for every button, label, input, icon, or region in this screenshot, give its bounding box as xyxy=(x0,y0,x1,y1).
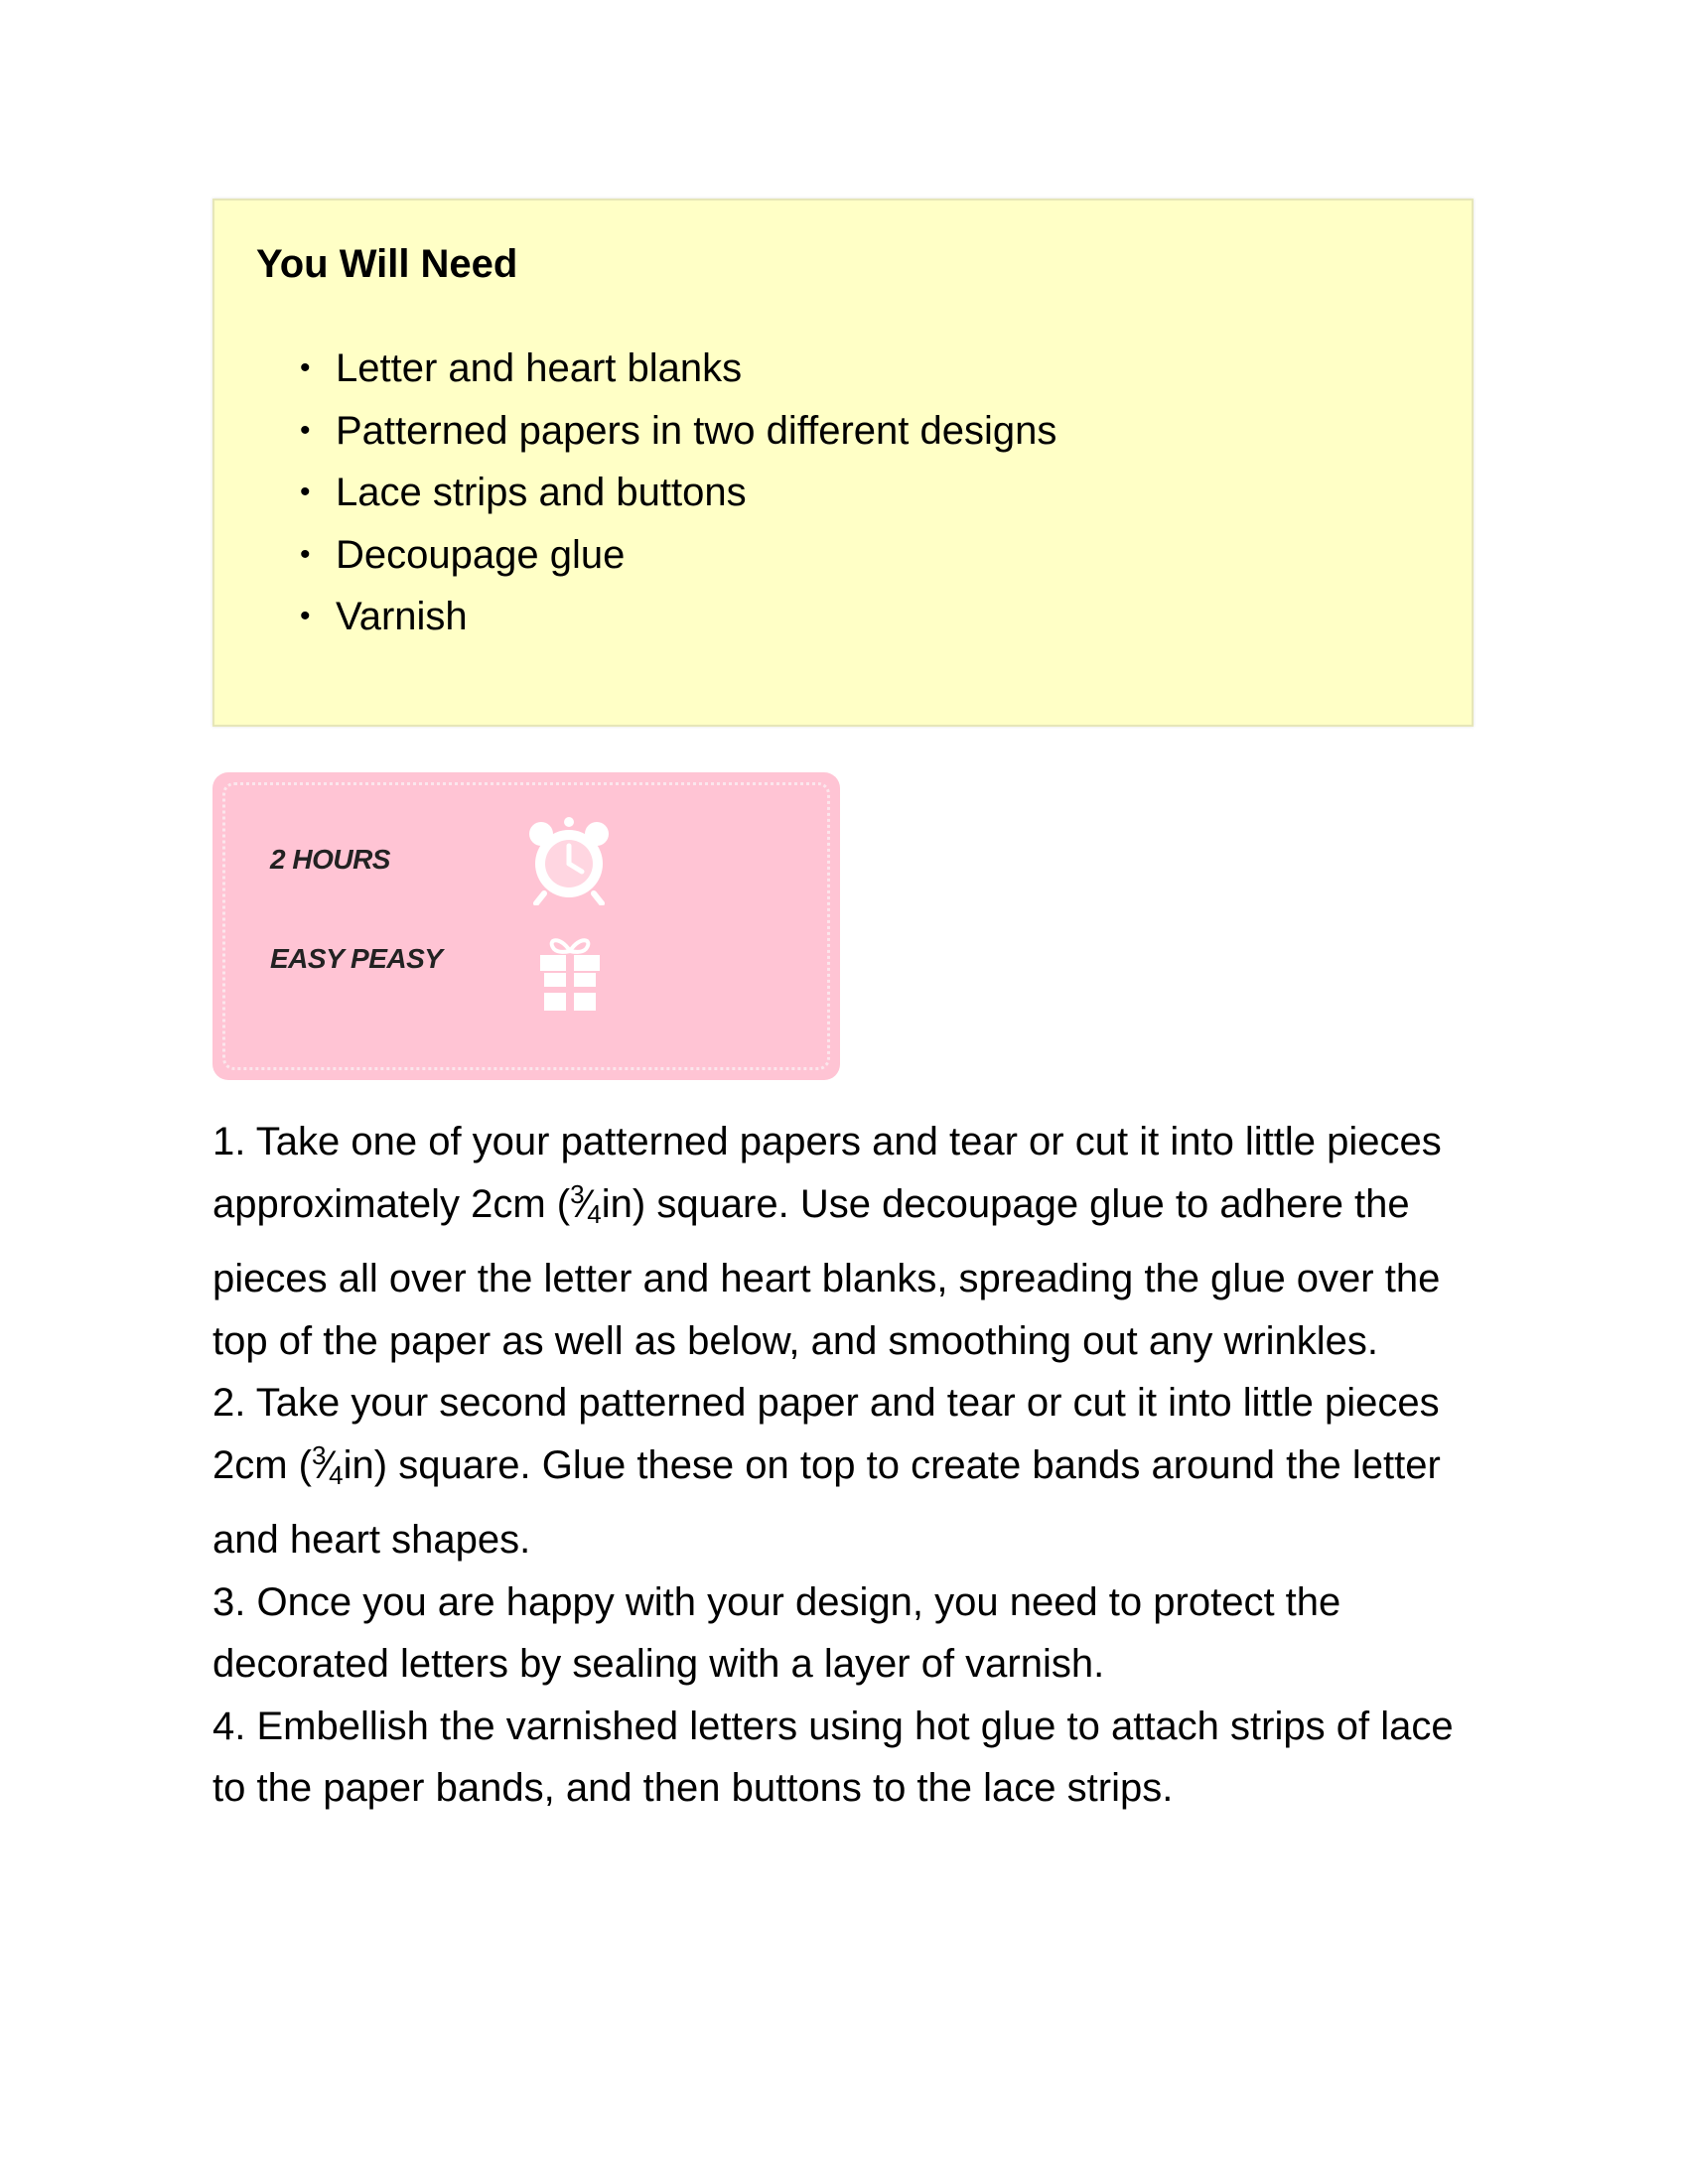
fraction-numerator: 3 xyxy=(312,1439,327,1470)
fraction-numerator: 3 xyxy=(570,1178,585,1209)
step-text: in) square. Glue these on top to create bands around the letter and heart shapes. xyxy=(212,1442,1441,1562)
time-difficulty-card xyxy=(212,772,840,1080)
step-text: 1. Take one of your patterned papers and tear or cut it into little pieces approximately 2cm ( xyxy=(212,1120,1442,1226)
step-4: 4. Embellish the varnished letters using hot glue to attach strips of lace to the paper bands, and then buttons to the lace strips. xyxy=(212,1704,1454,1810)
materials-box xyxy=(212,199,1474,727)
step-3: 3. Once you are happy with your design, you need to protect the decorated letters by sealing with a layer of varnish. xyxy=(212,1579,1341,1686)
materials-list-item: • Varnish xyxy=(296,586,1056,648)
instructions xyxy=(212,1111,1493,1820)
gift-icon xyxy=(534,933,606,1013)
materials-list xyxy=(296,338,1056,648)
step-text: 2. Take your second patterned paper and tear or cut it into little pieces 2cm ( xyxy=(212,1381,1440,1487)
materials-list-item: • Patterned papers in two different designs xyxy=(296,400,1056,463)
materials-heading: You Will Need xyxy=(256,242,518,286)
fraction-denominator: 4 xyxy=(329,1459,344,1490)
step-1: 1. Take one of your patterned papers and tear or cut it into little pieces approximately 2cm (3⁄4in) square. Use decoupage glue to adhere the pieces all over the letter and heart blanks, spreading the glue over the top of the paper as well as below, and smoothing out any wrinkles. xyxy=(212,1120,1442,1363)
materials-list-item: • Decoupage glue xyxy=(296,524,1056,587)
materials-list-item: • Lace strips and buttons xyxy=(296,462,1056,524)
step-2: 2. Take your second patterned paper and tear or cut it into little pieces 2cm (3⁄4in) square. Glue these on top to create bands around the letter and heart shapes. xyxy=(212,1381,1441,1562)
difficulty-label: EASY PEASY xyxy=(270,943,443,974)
step-text: in) square. Use decoupage glue to adhere the pieces all over the letter and heart blanks, spreading the glue over the top of the paper as well as below, and smoothing out any wrinkles. xyxy=(212,1181,1441,1363)
materials-list-item: • Letter and heart blanks xyxy=(296,338,1056,400)
time-label: 2 HOURS xyxy=(270,844,390,875)
fraction-denominator: 4 xyxy=(587,1198,602,1229)
alarm-clock-icon xyxy=(526,814,612,905)
